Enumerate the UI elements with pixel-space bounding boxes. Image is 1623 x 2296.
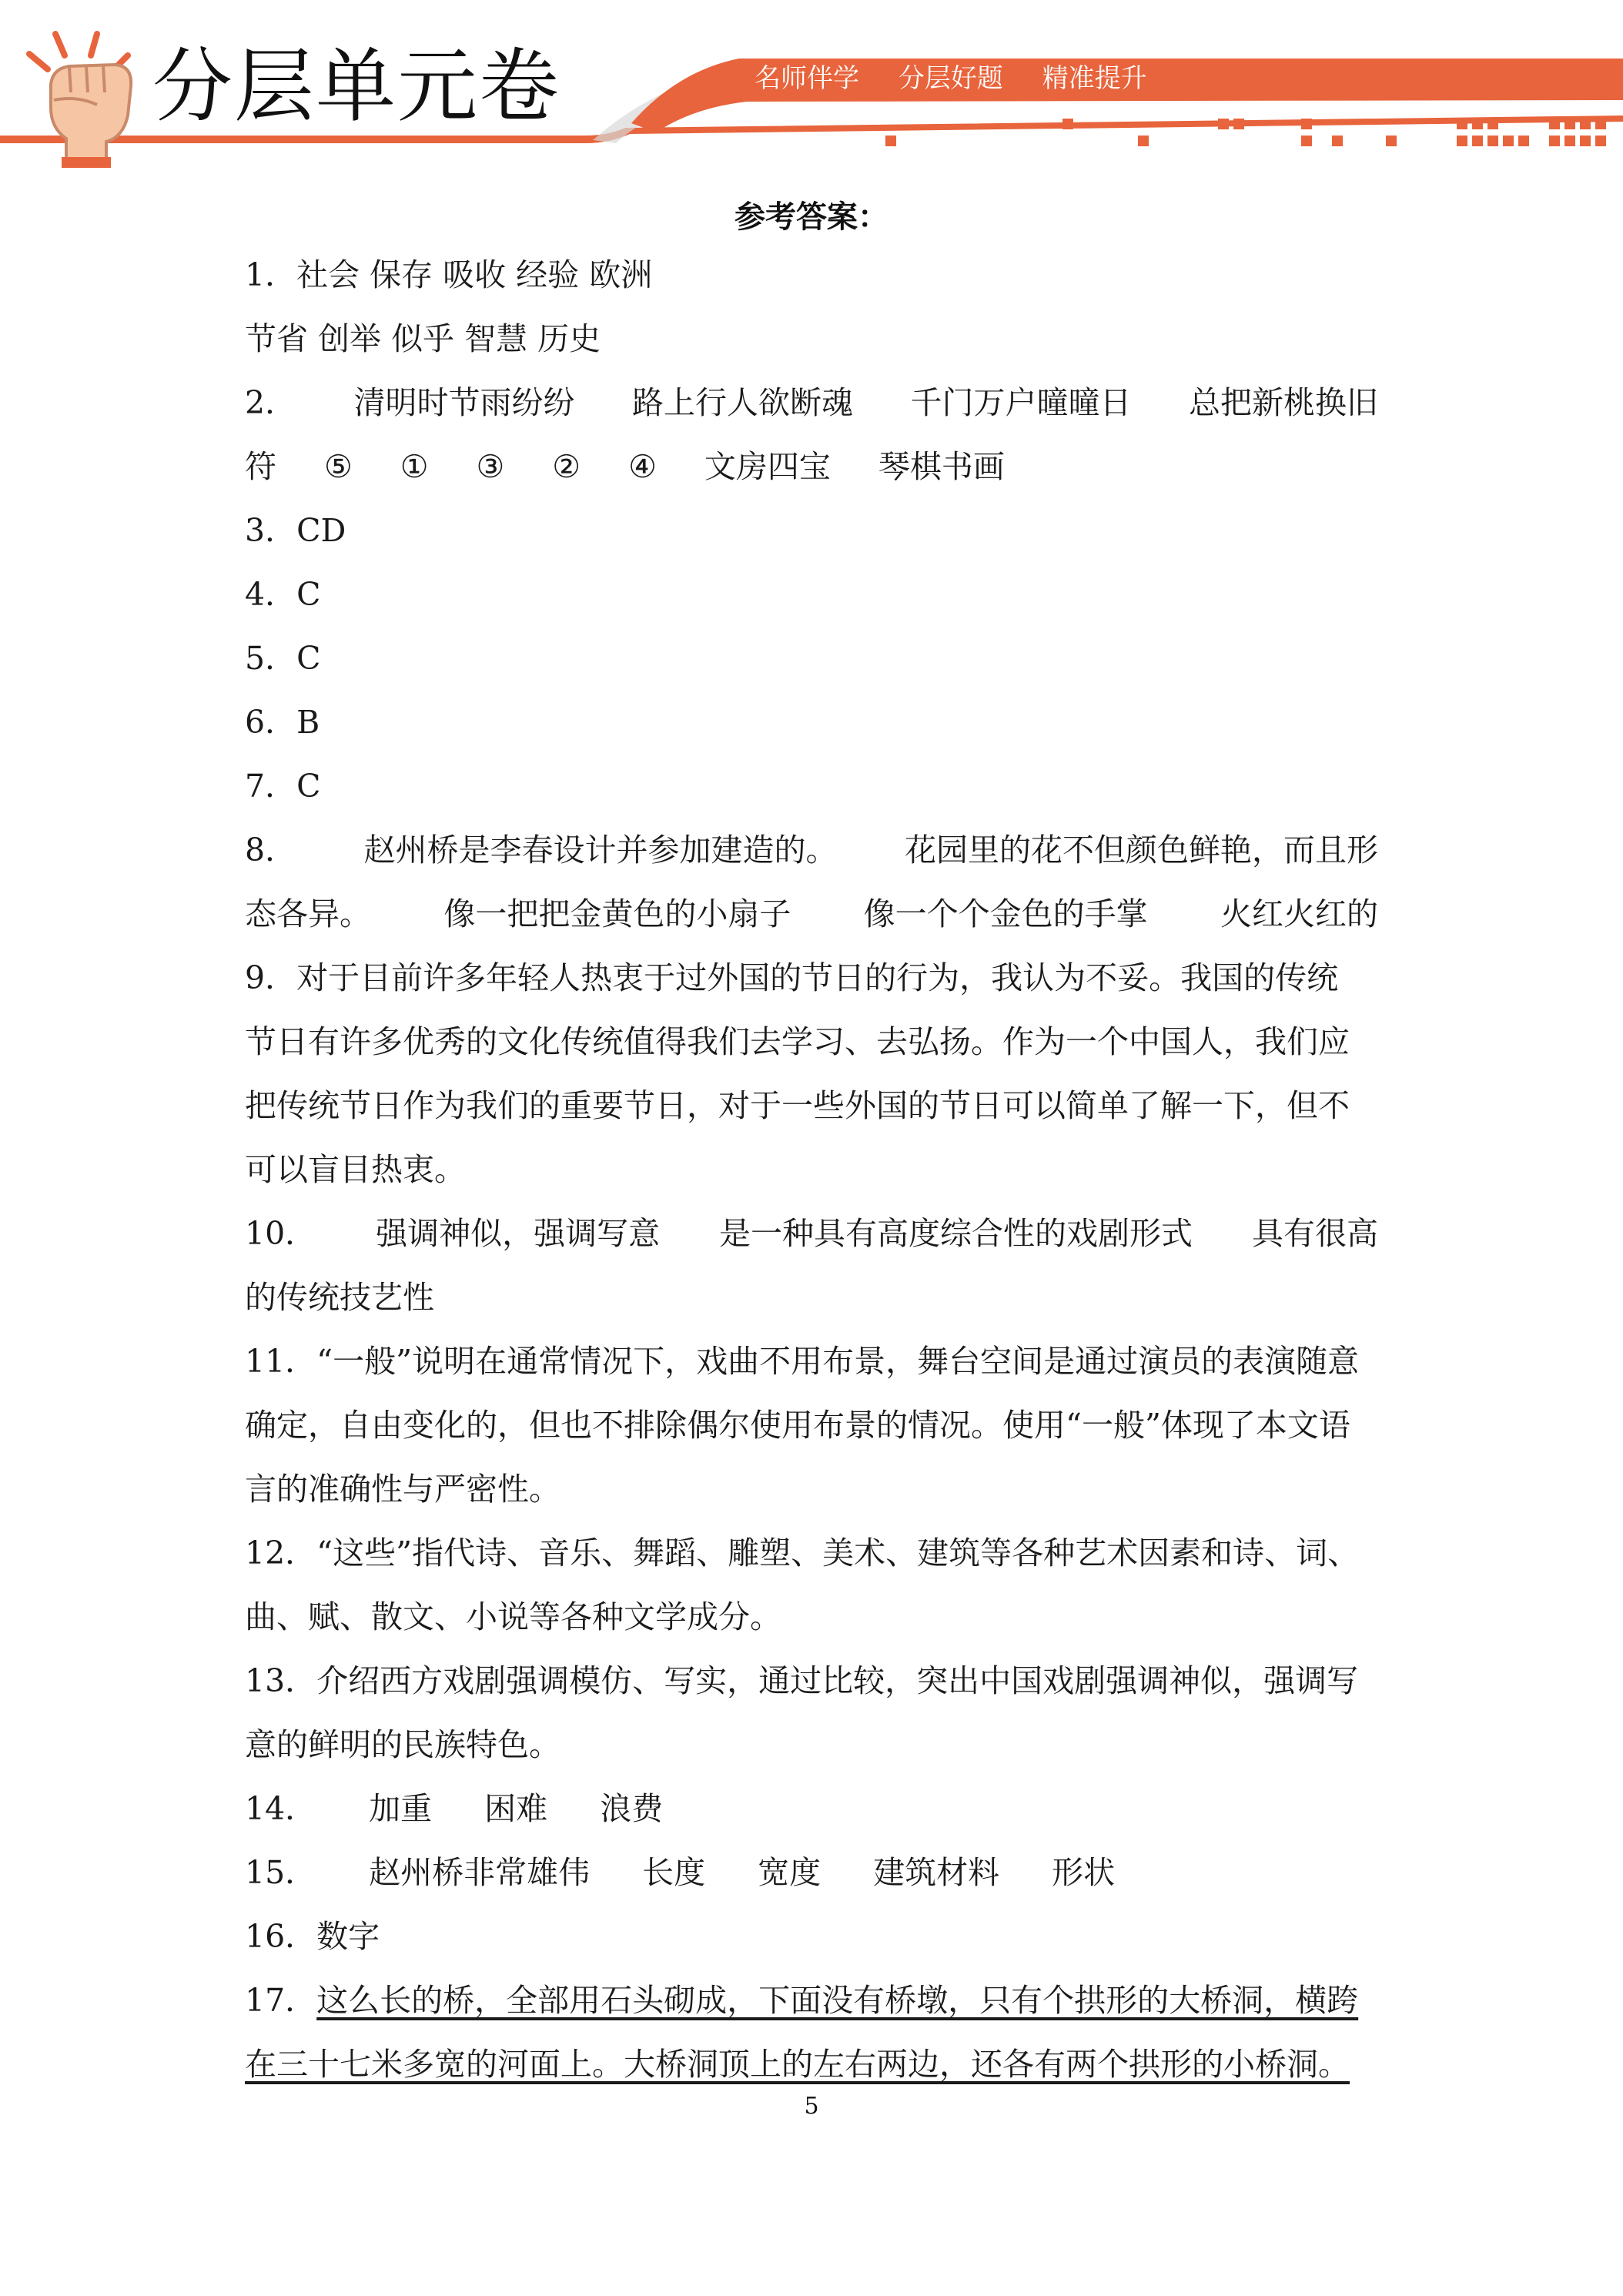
page-number: 5	[804, 2093, 819, 2120]
answer-segment: 火红火红的	[1220, 895, 1378, 932]
answer-segment: 加重	[369, 1790, 433, 1827]
answer-segment: ⑤	[324, 448, 353, 485]
fist-icon	[29, 34, 131, 168]
answer-segment: 节省 创举 似乎 智慧 历史	[245, 320, 601, 357]
answer-segment: ③	[476, 448, 505, 485]
answer-segment: 总把新桃换旧	[1188, 384, 1378, 421]
answer-segment: 17．	[245, 1982, 317, 2019]
answer-line	[245, 1074, 1378, 1138]
answer-line	[245, 818, 1378, 882]
answer-segment: 强调神似，强调写意	[376, 1215, 661, 1252]
answer-line	[245, 755, 1378, 818]
answer-line	[245, 1138, 1378, 1202]
answer-segment: 是一种具有高度综合性的戏剧形式	[719, 1215, 1193, 1252]
answer-line	[245, 1585, 1378, 1649]
answer-segment: 花园里的花不但颜色鲜艳，而且形	[905, 832, 1378, 869]
answer-segment: 把传统节日作为我们的重要节日，对于一些外国的节日可以简单了解一下，但不	[245, 1087, 1350, 1124]
answer-segment: 14．	[245, 1790, 317, 1827]
answer-line	[245, 1202, 1378, 1266]
answer-line	[245, 1969, 1378, 2033]
answer-segment: 节日有许多优秀的文化传统值得我们去学习、去弘扬。作为一个中国人，我们应	[245, 1023, 1350, 1060]
answer-segment: 建筑材料	[873, 1854, 1000, 1891]
answer-segment: 确定，自由变化的，但也不排除偶尔使用布景的情况。使用“一般”体现了本文语	[245, 1407, 1350, 1444]
answer-segment: 言的准确性与严密性。	[245, 1471, 561, 1508]
answer-segment: ④	[628, 448, 657, 485]
answer-line	[245, 371, 1378, 435]
answer-segment: 曲、赋、散文、小说等各种文学成分。	[245, 1598, 781, 1635]
answer-segment: 琴棋书画	[878, 448, 1005, 485]
answer-segment: 可以盲目热衷。	[245, 1151, 466, 1188]
answer-line	[245, 1713, 1378, 1777]
answer-segment: 赵州桥是李春设计并参加建造的。	[363, 832, 838, 869]
answer-line	[245, 1394, 1378, 1458]
answer-segment: 3．CD	[245, 512, 346, 549]
answer-segment: 的传统技艺性	[245, 1279, 434, 1316]
answer-line	[245, 1330, 1378, 1394]
slogan-item: 分层好题	[898, 63, 1003, 94]
answer-segment: 路上行人欲断魂	[632, 384, 854, 421]
answer-segment: 2．	[245, 384, 297, 421]
answer-line	[245, 946, 1378, 1010]
answer-line	[245, 882, 1378, 946]
answer-segment: 4．C	[245, 576, 321, 613]
answer-segment: 意的鲜明的民族特色。	[245, 1726, 561, 1763]
answer-segment: 8．	[245, 832, 297, 869]
answer-segment: 清明时节雨纷纷	[353, 384, 575, 421]
answer-segment: 13．介绍西方戏剧强调模仿、写实，通过比较，突出中国戏剧强调神似，强调写	[245, 1662, 1359, 1699]
answer-segment: 11．“一般”说明在通常情况下，戏曲不用布景，舞台空间是通过演员的表演随意	[245, 1343, 1360, 1380]
slogan-item: 精准提升	[1042, 63, 1147, 94]
answer-line	[245, 1841, 1378, 1905]
answer-segment: 1．社会 保存 吸收 经验 欧洲	[245, 256, 653, 293]
header-slogan	[755, 62, 1178, 95]
answer-segment: 这么长的桥，全部用石头砌成，下面没有桥墩，只有个拱形的大桥洞，横跨	[316, 1982, 1359, 2019]
answer-segment: 7．C	[245, 768, 321, 805]
answer-line	[245, 1905, 1378, 1969]
answer-segment: 赵州桥非常雄伟	[369, 1854, 591, 1891]
answer-segment: 15．	[245, 1854, 317, 1891]
answer-line	[245, 1777, 1378, 1841]
brand-title: 分层单元卷	[152, 39, 561, 133]
answer-line	[245, 307, 1378, 371]
answer-line	[245, 1266, 1378, 1330]
answer-line	[245, 435, 1378, 499]
answer-line	[245, 2033, 1378, 2097]
answer-segment: 形状	[1052, 1854, 1116, 1891]
answer-segment: 文房四宝	[704, 448, 831, 485]
answer-list	[245, 243, 1378, 2097]
answer-line	[245, 499, 1378, 563]
slogan-item: 名师伴学	[755, 63, 859, 94]
page-header	[0, 0, 1623, 177]
answer-segment: 6．B	[245, 704, 320, 741]
answer-segment: 宽度	[758, 1854, 822, 1891]
answer-segment: 千门万户曈曈日	[910, 384, 1132, 421]
answer-segment: 困难	[484, 1790, 548, 1827]
answer-line	[245, 627, 1378, 691]
answer-segment: 像一个个金色的手掌	[863, 895, 1148, 932]
answer-segment: 长度	[642, 1854, 706, 1891]
answer-line	[245, 1010, 1378, 1074]
answer-segment: ②	[552, 448, 581, 485]
answer-segment: 在三十七米多宽的河面上。大桥洞顶上的左右两边，还各有两个拱形的小桥洞。	[245, 2046, 1350, 2083]
answer-segment: 态各异。	[245, 895, 371, 932]
answer-segment: 像一把把金黄色的小扇子	[443, 895, 791, 932]
answer-segment: 10．	[245, 1215, 317, 1252]
answer-line	[245, 691, 1378, 755]
answer-segment: 12．“这些”指代诗、音乐、舞蹈、雕塑、美术、建筑等各种艺术因素和诗、词、	[245, 1535, 1360, 1571]
answer-segment: 具有很高	[1251, 1215, 1378, 1252]
answer-line	[245, 1649, 1378, 1713]
answer-segment: 5．C	[245, 640, 321, 677]
answer-line	[245, 243, 1378, 307]
answer-line	[245, 1458, 1378, 1521]
answer-segment: ①	[400, 448, 429, 485]
answer-segment: 16．数字	[245, 1918, 380, 1955]
answer-segment: 9．对于目前许多年轻人热衷于过外国的节日的行为，我认为不妥。我国的传统	[245, 959, 1339, 996]
answer-line	[245, 563, 1378, 627]
answer-segment: 符	[245, 448, 276, 485]
answer-segment: 浪费	[600, 1790, 664, 1827]
section-title: 参考答案：	[735, 199, 888, 235]
answer-line	[245, 1521, 1378, 1585]
